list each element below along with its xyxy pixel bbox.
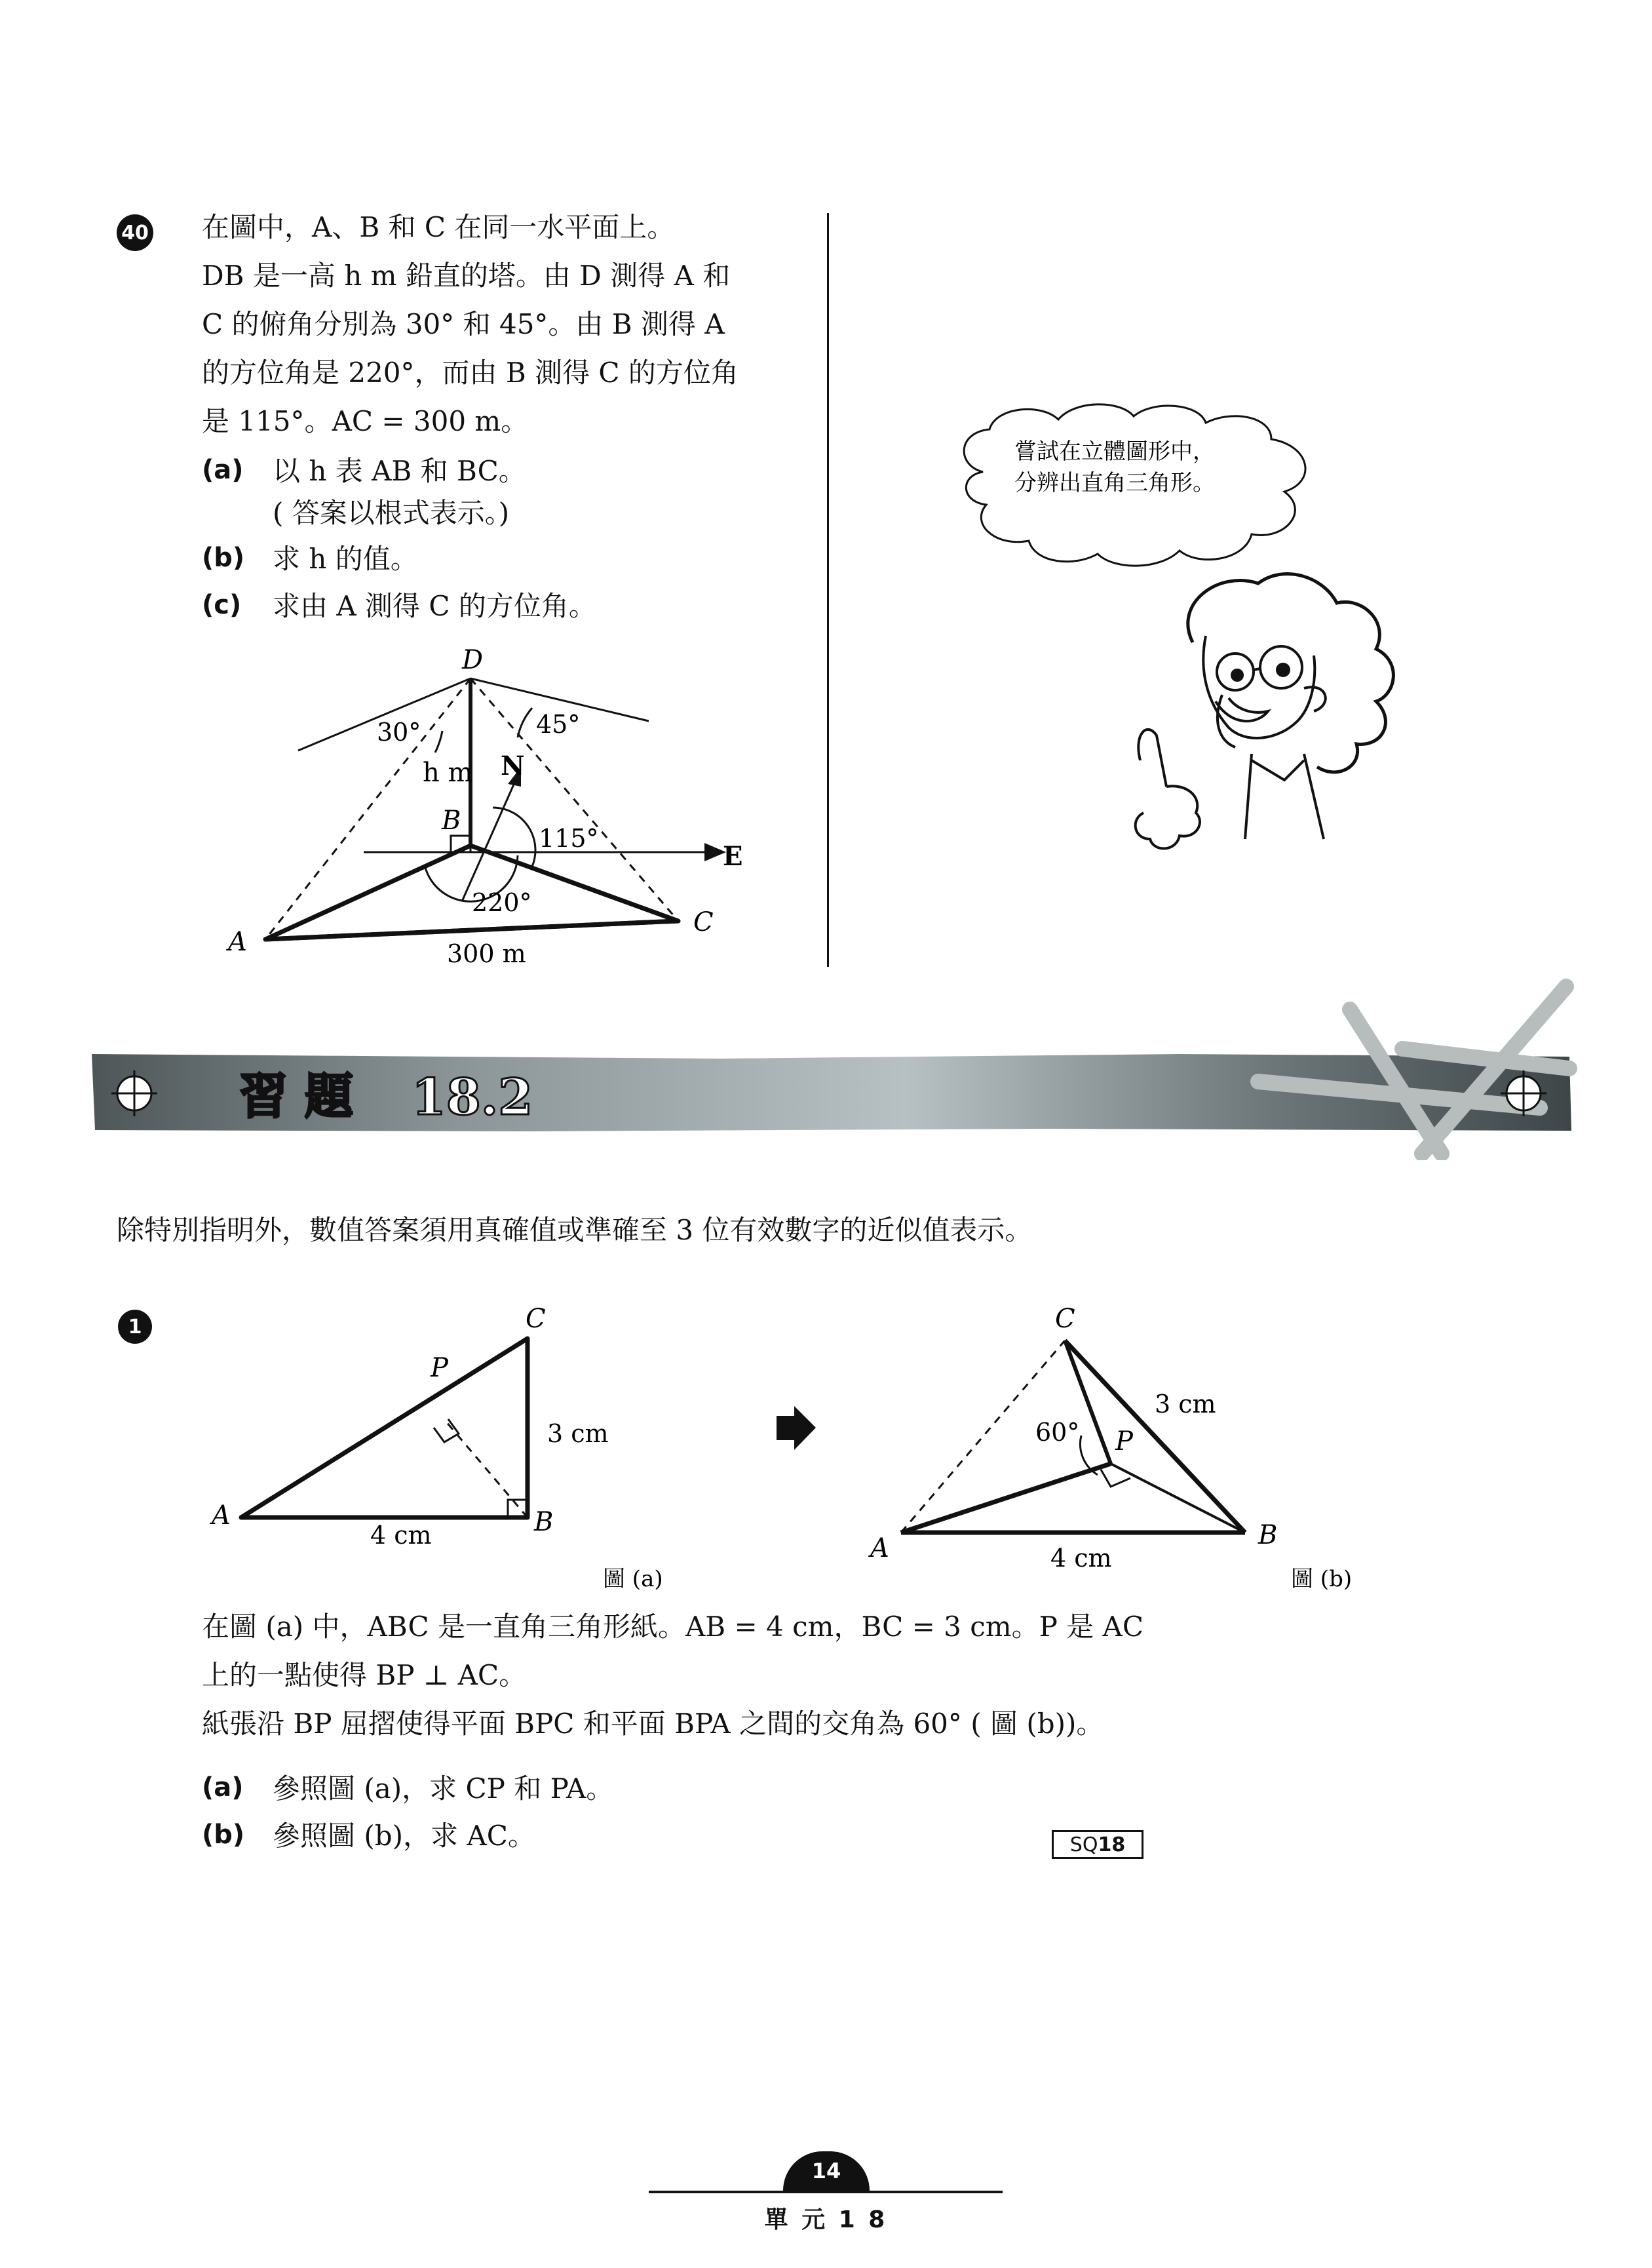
fig-b-label-b: B [1258, 1520, 1278, 1550]
question-line: 紙張沿 BP 屈摺使得平面 BPC 和平面 BPA 之間的交角為 60° ( 圖 (b))。 [202, 1708, 1104, 1740]
right-angle-p [434, 1419, 459, 1442]
label-c: C [693, 907, 714, 937]
question-line: 的方位角是 220°，而由 B 測得 C 的方位角 [202, 357, 739, 389]
label-115: 115° [539, 824, 599, 853]
angle-45-arc [518, 708, 532, 737]
fig-a-label-bc: 3 cm [547, 1419, 609, 1448]
section-word-1: 習 [239, 1068, 288, 1125]
question-line: 上的一點使得 BP ⊥ AC。 [202, 1659, 527, 1691]
fig-b-label-a: A [870, 1533, 889, 1563]
question-number-badge: 1 [118, 1310, 152, 1344]
angle-30-arc [435, 731, 442, 753]
sq-tag-number: 18 [1098, 1833, 1126, 1856]
part-text: 參照圖 (b)，求 AC。 [273, 1820, 535, 1852]
fig-b-label-60: 60° [1035, 1418, 1080, 1447]
page-number: 14 [811, 2159, 841, 2183]
part-text: 求由 A 測得 C 的方位角。 [273, 590, 596, 622]
part-label: (b) [202, 543, 245, 573]
line-cb-b [1065, 1340, 1245, 1533]
label-30: 30° [377, 718, 421, 747]
question-1-text [202, 1603, 1143, 1748]
label-300m: 300 m [447, 939, 526, 968]
question-line: C 的俯角分別為 30° 和 45°。由 B 測得 A [202, 308, 725, 340]
professor-cartoon [1088, 564, 1455, 885]
part-label: (c) [202, 590, 242, 620]
triangle-abc-a [241, 1339, 528, 1517]
fig-a-caption: 圖 (a) [603, 1566, 663, 1592]
column-divider [827, 213, 829, 967]
page-number-tab [783, 2151, 870, 2191]
sq-tag[interactable] [1052, 1830, 1143, 1859]
unit-label: 單 元 1 8 [764, 2206, 888, 2233]
fig-a-label-a: A [212, 1500, 231, 1531]
section-number: 18.2 [412, 1068, 533, 1126]
part-label: (a) [202, 455, 244, 485]
label-b: B [442, 806, 461, 836]
question-line: 是 115°。AC = 300 m。 [202, 405, 529, 437]
label-d: D [462, 645, 484, 675]
question-1-figures [0, 1278, 1652, 1606]
part-label: (b) [202, 1820, 245, 1850]
line-ac [265, 921, 678, 939]
line-ap-b [901, 1464, 1111, 1533]
question-line: DB 是一高 h m 鉛直的塔。由 D 測得 A 和 [202, 260, 731, 292]
line-da [265, 678, 471, 939]
fig-b-label-ab: 4 cm [1050, 1544, 1112, 1573]
fig-a-label-ab: 4 cm [370, 1521, 432, 1550]
fig-b-caption: 圖 (b) [1291, 1566, 1353, 1592]
question-line: 在圖 (a) 中，ABC 是一直角三角形紙。AB = 4 cm，BC = 3 cm。P 是 AC [202, 1611, 1144, 1643]
sq-tag-prefix: SQ [1069, 1833, 1098, 1856]
label-220: 220° [472, 888, 532, 917]
fig-b-label-p: P [1115, 1426, 1133, 1457]
section-word-2: 題 [305, 1068, 353, 1125]
hint-line-1: 嘗試在立體圖形中， [1014, 439, 1215, 465]
question-number-badge: 40 [117, 214, 153, 251]
part-text: 以 h 表 AB 和 BC。 [273, 455, 526, 487]
part-text: ( 答案以根式表示。) [273, 497, 510, 529]
part-label: (a) [202, 1772, 244, 1803]
part-text: 求 h 的值。 [273, 543, 418, 575]
hint-line-2: 分辨出直角三角形。 [1014, 470, 1215, 496]
line-bp-a [446, 1421, 528, 1517]
label-north: N [501, 751, 525, 781]
arrow-right-icon [777, 1406, 816, 1450]
instruction-text: 除特別指明外，數值答案須用真確值或準確至 3 位有效數字的近似值表示。 [117, 1214, 1033, 1246]
fig-b-label-c: C [1055, 1304, 1075, 1334]
fig-b-label-pc: 3 cm [1155, 1390, 1216, 1418]
part-text: 參照圖 (a)，求 CP 和 PA。 [273, 1772, 614, 1805]
label-a: A [228, 927, 247, 957]
fig-a-label-c: C [526, 1304, 546, 1334]
footer-rule [649, 2191, 1003, 2193]
line-pb-b [1111, 1464, 1245, 1533]
hint-cloud [944, 393, 1337, 583]
label-height: h m [423, 758, 473, 788]
fig-a-label-b: B [534, 1507, 554, 1537]
section-banner [0, 964, 1652, 1160]
label-east: E [723, 841, 743, 872]
question-line: 在圖中，A、B 和 C 在同一水平面上。 [202, 211, 675, 243]
fig-a-label-p: P [431, 1353, 448, 1383]
label-45: 45° [536, 710, 581, 739]
